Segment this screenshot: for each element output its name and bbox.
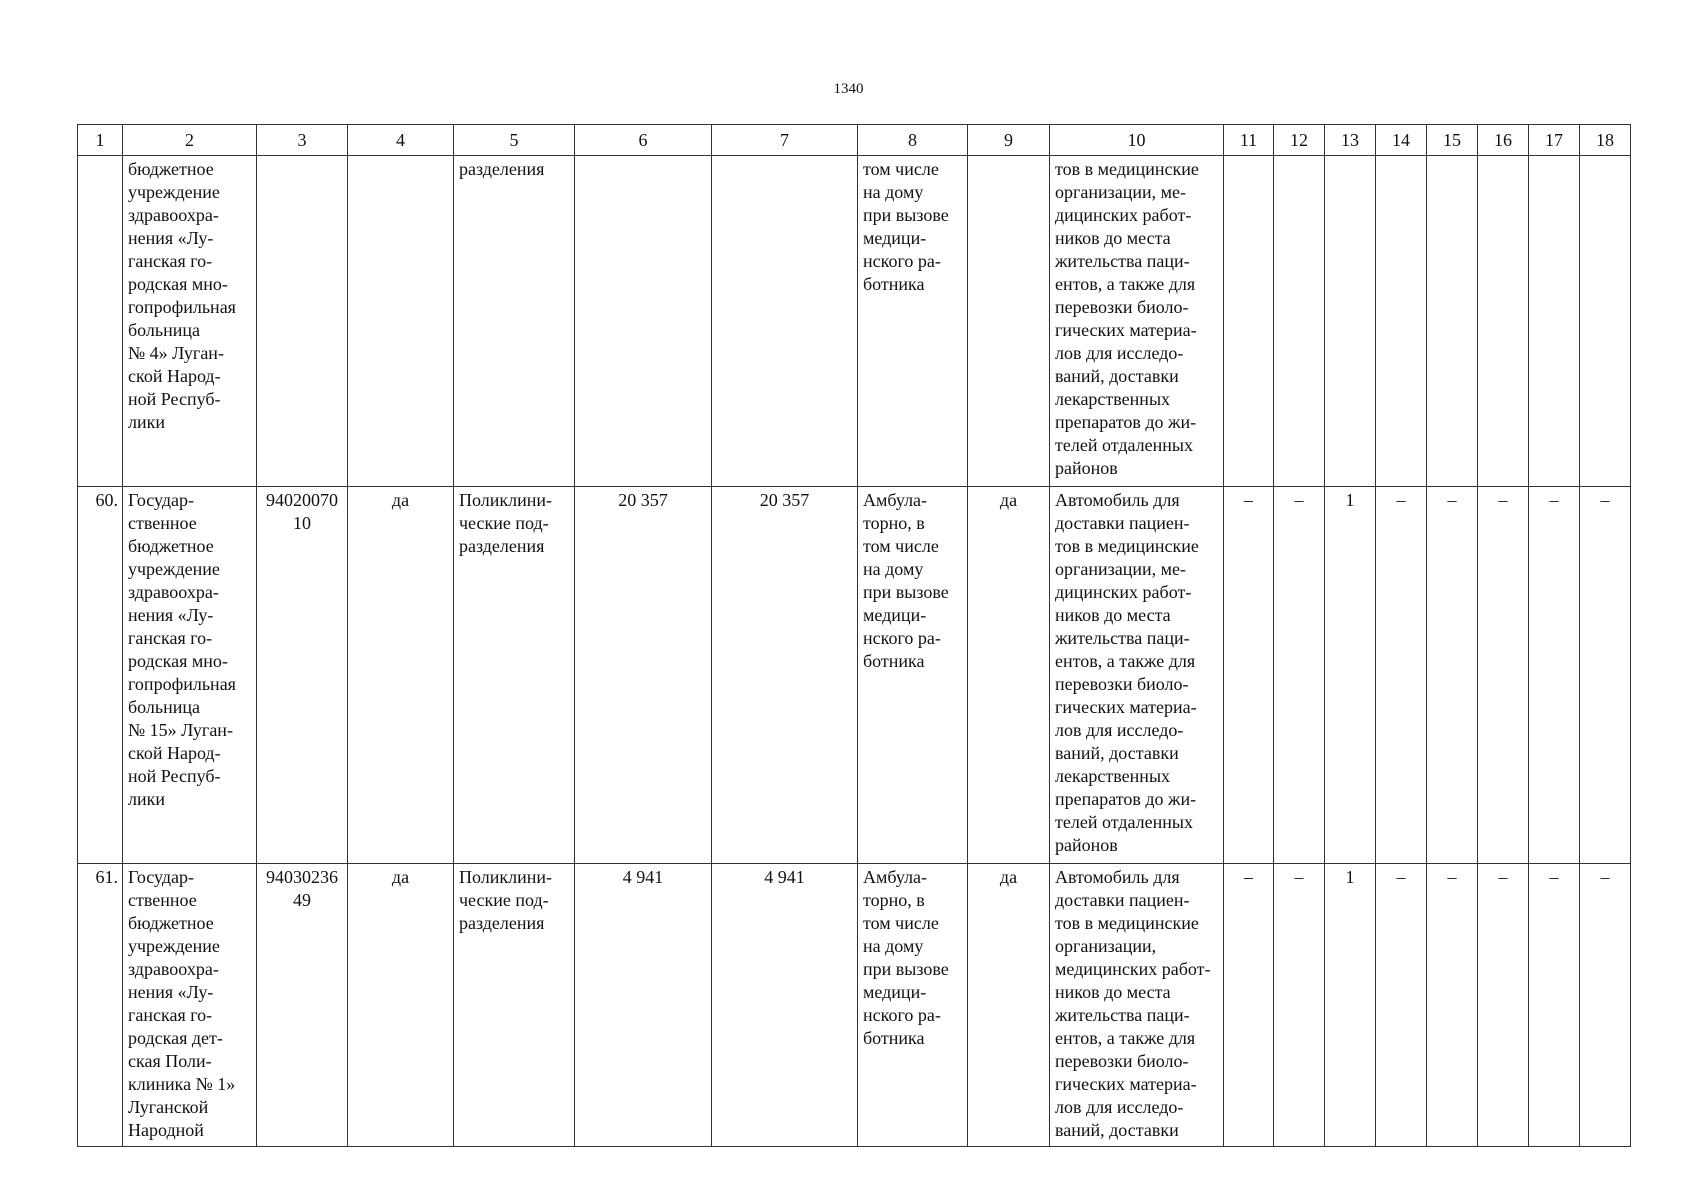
col-11-value: –	[1244, 490, 1253, 510]
flag2-cell	[968, 156, 1050, 487]
col-18-value	[1580, 156, 1630, 158]
vehicle-purpose-cell	[1050, 487, 1224, 864]
flag2-value	[968, 156, 1049, 158]
institution-name: Государ- ственное бюджетное учреждение здравоохра- нения «Лу- ганская го- родская дет- ская Поли- клиника № 1» Луганской Народной	[128, 867, 236, 1140]
column-header: 6	[575, 125, 712, 156]
col-11-cell	[1224, 864, 1274, 1147]
service-form-cell	[858, 156, 968, 487]
col-18-value: –	[1600, 490, 1610, 510]
col-14-value: –	[1396, 490, 1406, 510]
col-16-value	[1478, 156, 1528, 158]
row-number-cell	[78, 487, 123, 864]
column-header: 11	[1224, 125, 1274, 156]
column-header: 3	[257, 125, 348, 156]
table-row	[78, 864, 1631, 1147]
medical-transport-table	[77, 124, 1631, 1147]
col-12-cell	[1274, 156, 1325, 487]
col-16-value: –	[1498, 867, 1508, 887]
column-header: 1	[78, 125, 123, 156]
col-12-value: –	[1294, 490, 1304, 510]
col-14-cell	[1376, 156, 1427, 487]
column-header: 9	[968, 125, 1050, 156]
flag2-value: да	[999, 867, 1018, 887]
col-17-value: –	[1549, 490, 1559, 510]
institution-code: 94020070 10	[266, 490, 338, 533]
col-12-cell	[1274, 487, 1325, 864]
vehicle-purpose: Автомобиль для доставки пациен- тов в медицинские организации, медицинских работ- ников до места жительства паци- ентов, а также для перевозки биоло- гических материа- лов для исследо- ваний, доставки	[1055, 867, 1211, 1140]
count-b-cell	[712, 487, 858, 864]
vehicle-purpose: тов в медицинские организации, ме- дицинских работ- ников до места жительства паци- ентов, а также для перевозки биоло- гических материа- лов для исследо- ваний, доставки лекарственных препаратов до жи- телей отдаленных районов	[1055, 159, 1199, 478]
col-18-cell	[1580, 487, 1631, 864]
col-17-value: –	[1549, 867, 1559, 887]
column-header: 18	[1580, 125, 1631, 156]
count-b-cell	[712, 864, 858, 1147]
row-number	[78, 156, 122, 158]
col-11-value: –	[1244, 867, 1253, 887]
flag2-value: да	[999, 490, 1018, 510]
count-a-value	[575, 156, 711, 158]
institution-name: Государ- ственное бюджетное учреждение здравоохра- нения «Лу- ганская го- родская мно- гопрофильная больница № 15» Луган- ской Народ- ной Респуб- лики	[128, 490, 236, 809]
page-number: 1340	[833, 81, 864, 97]
flag-value	[348, 156, 453, 158]
col-15-cell	[1427, 487, 1478, 864]
column-header: 16	[1478, 125, 1529, 156]
institution-code	[257, 156, 347, 158]
division-cell	[454, 487, 575, 864]
vehicle-purpose-cell	[1050, 156, 1224, 487]
code-cell	[257, 487, 348, 864]
col-15-value: –	[1447, 867, 1457, 887]
division-name: Поликлини- ческие под- разделения	[459, 490, 552, 556]
institution-name-cell	[123, 156, 257, 487]
institution-name: бюджетное учреждение здравоохра- нения «Лу- ганская го- родская мно- гопрофильная больница № 4» Луган- ской Народ- ной Респуб- лики	[128, 159, 236, 432]
column-header: 4	[348, 125, 454, 156]
col-12-cell	[1274, 864, 1325, 1147]
division-name: Поликлини- ческие под- разделения	[459, 867, 552, 933]
col-14-value	[1376, 156, 1426, 158]
col-15-value	[1427, 156, 1477, 158]
count-b-cell	[712, 156, 858, 487]
row-number: 60.	[95, 490, 118, 510]
count-a-value: 4 941	[622, 867, 664, 887]
column-header: 12	[1274, 125, 1325, 156]
count-b-value: 20 357	[759, 490, 810, 510]
flag-cell	[348, 156, 454, 487]
col-11-cell	[1224, 487, 1274, 864]
division-name: разделения	[459, 159, 545, 179]
col-14-cell	[1376, 487, 1427, 864]
column-header: 8	[858, 125, 968, 156]
col-12-value	[1274, 156, 1324, 158]
col-15-cell	[1427, 156, 1478, 487]
col-13-value: 1	[1345, 867, 1355, 887]
column-number-header-row	[78, 125, 1631, 156]
service-form: том числе на дому при вызове медици- нского ра- ботника	[863, 159, 949, 294]
col-13-cell	[1325, 156, 1376, 487]
division-cell	[454, 156, 575, 487]
flag2-cell	[968, 864, 1050, 1147]
column-header: 7	[712, 125, 858, 156]
table-row	[78, 487, 1631, 864]
service-form: Амбула- торно, в том числе на дому при вызове медици- нского ра- ботника	[863, 867, 949, 1048]
col-16-cell	[1478, 487, 1529, 864]
row-number: 61.	[95, 867, 118, 887]
vehicle-purpose: Автомобиль для доставки пациен- тов в медицинские организации, ме- дицинских работ- ников до места жительства паци- ентов, а также для перевозки биоло- гических материа- лов для исследо- ваний, доставки лекарственных препаратов до жи- телей отдаленных районов	[1055, 490, 1199, 855]
column-header: 13	[1325, 125, 1376, 156]
division-cell	[454, 864, 575, 1147]
column-header: 10	[1050, 125, 1224, 156]
row-number-cell	[78, 156, 123, 487]
col-15-cell	[1427, 864, 1478, 1147]
col-13-value: 1	[1345, 490, 1355, 510]
count-a-cell	[575, 487, 712, 864]
count-b-value	[712, 156, 857, 158]
institution-code: 94030236 49	[266, 867, 338, 910]
count-a-cell	[575, 156, 712, 487]
count-b-value: 4 941	[764, 867, 805, 887]
col-15-value: –	[1447, 490, 1457, 510]
col-13-value	[1325, 156, 1375, 158]
row-number-cell	[78, 864, 123, 1147]
column-header: 17	[1529, 125, 1580, 156]
institution-name-cell	[123, 487, 257, 864]
column-header: 5	[454, 125, 575, 156]
col-13-cell	[1325, 864, 1376, 1147]
col-17-value	[1529, 156, 1579, 158]
flag-value: да	[391, 490, 410, 510]
institution-name-cell	[123, 864, 257, 1147]
table-row	[78, 156, 1631, 487]
col-18-value: –	[1600, 867, 1610, 887]
col-17-cell	[1529, 864, 1580, 1147]
col-18-cell	[1580, 156, 1631, 487]
col-11-cell	[1224, 156, 1274, 487]
service-form: Амбула- торно, в том числе на дому при вызове медици- нского ра- ботника	[863, 490, 949, 671]
col-14-cell	[1376, 864, 1427, 1147]
column-header: 2	[123, 125, 257, 156]
service-form-cell	[858, 864, 968, 1147]
col-12-value: –	[1294, 867, 1304, 887]
column-header: 15	[1427, 125, 1478, 156]
flag-cell	[348, 864, 454, 1147]
col-17-cell	[1529, 487, 1580, 864]
code-cell	[257, 864, 348, 1147]
flag-cell	[348, 487, 454, 864]
column-header: 14	[1376, 125, 1427, 156]
col-11-value	[1224, 156, 1273, 158]
col-17-cell	[1529, 156, 1580, 487]
code-cell	[257, 156, 348, 487]
col-13-cell	[1325, 487, 1376, 864]
col-18-cell	[1580, 864, 1631, 1147]
count-a-value: 20 357	[618, 490, 668, 510]
service-form-cell	[858, 487, 968, 864]
flag2-cell	[968, 487, 1050, 864]
count-a-cell	[575, 864, 712, 1147]
col-14-value: –	[1396, 867, 1406, 887]
col-16-value: –	[1498, 490, 1508, 510]
flag-value: да	[391, 867, 410, 887]
col-16-cell	[1478, 864, 1529, 1147]
col-16-cell	[1478, 156, 1529, 487]
vehicle-purpose-cell	[1050, 864, 1224, 1147]
